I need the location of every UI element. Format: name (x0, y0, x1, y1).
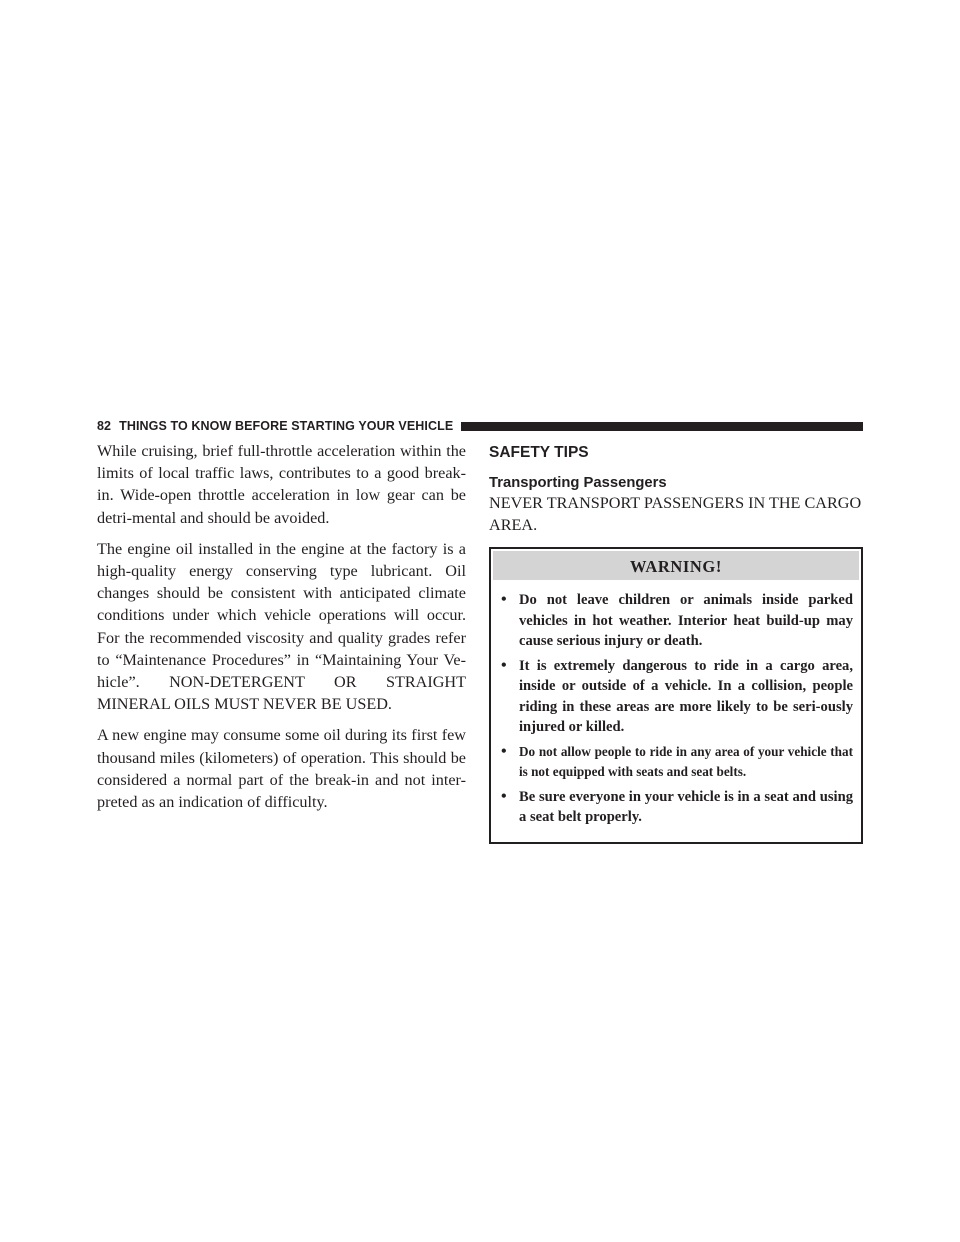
page-number: 82 (97, 419, 112, 433)
bullet-icon: • (501, 742, 507, 760)
warning-item (501, 742, 853, 783)
warning-item (501, 590, 853, 652)
warning-box (489, 547, 863, 844)
header-rule (461, 422, 863, 431)
paragraph-engine-oil: The engine oil installed in the engine at the factory is a high-quality energy conserving type lubricant. Oil changes should be consistent with anticipated climate conditions under which vehicle operations will occur. For the recommended viscosity and quality grades refer to “Maintenance Procedures” in “Maintaining Your Ve-hicle”. NON-DETERGENT OR STRAIGHT MINERAL OILS MUST NEVER BE USED. (97, 539, 466, 714)
warning-item-text: Do not leave children or animals inside parked vehicles in hot weather. Interior heat build-up may cause serious injury or death. (519, 592, 853, 650)
warning-item (501, 656, 853, 738)
paragraph-oil-consumption: A new engine may consume some oil during its first few thousand miles (kilometers) of operation. This should be considered a normal part of the break-in and not inter-preted as an indication of difficulty. (97, 726, 466, 812)
bullet-icon: • (501, 787, 507, 805)
section-heading: SAFETY TIPS (489, 444, 589, 461)
warning-item-text: It is extremely dangerous to ride in a cargo area, inside or outside of a vehicle. In a collision, people riding in these areas are more likely to be seri-ously injured or killed. (519, 657, 853, 736)
paragraph-break-in: While cruising, brief full-throttle acceleration within the limits of local traffic laws, contributes to a good break-in. Wide-open throttle acceleration in low gear can be detri-mental and should be avoided. (97, 442, 466, 527)
warning-title: WARNING! (493, 551, 859, 580)
bullet-icon: • (501, 656, 507, 674)
page-header (97, 416, 863, 436)
bullet-icon: • (501, 591, 507, 609)
warning-item-text: Do not allow people to ride in any area of your vehicle that is not equipped with seats and seat belts. (519, 743, 853, 780)
warning-item-text: Be sure everyone in your vehicle is in a seat and using a seat belt properly. (519, 788, 853, 826)
section-title: THINGS TO KNOW BEFORE STARTING YOUR VEHICLE (119, 419, 454, 433)
subsection-heading: Transporting Passengers (489, 475, 667, 491)
right-column (489, 440, 863, 844)
warning-list (491, 582, 861, 842)
paragraph-cargo-area: NEVER TRANSPORT PASSENGERS IN THE CARGO AREA. (489, 494, 862, 535)
warning-item (501, 787, 853, 828)
left-column (97, 440, 466, 822)
